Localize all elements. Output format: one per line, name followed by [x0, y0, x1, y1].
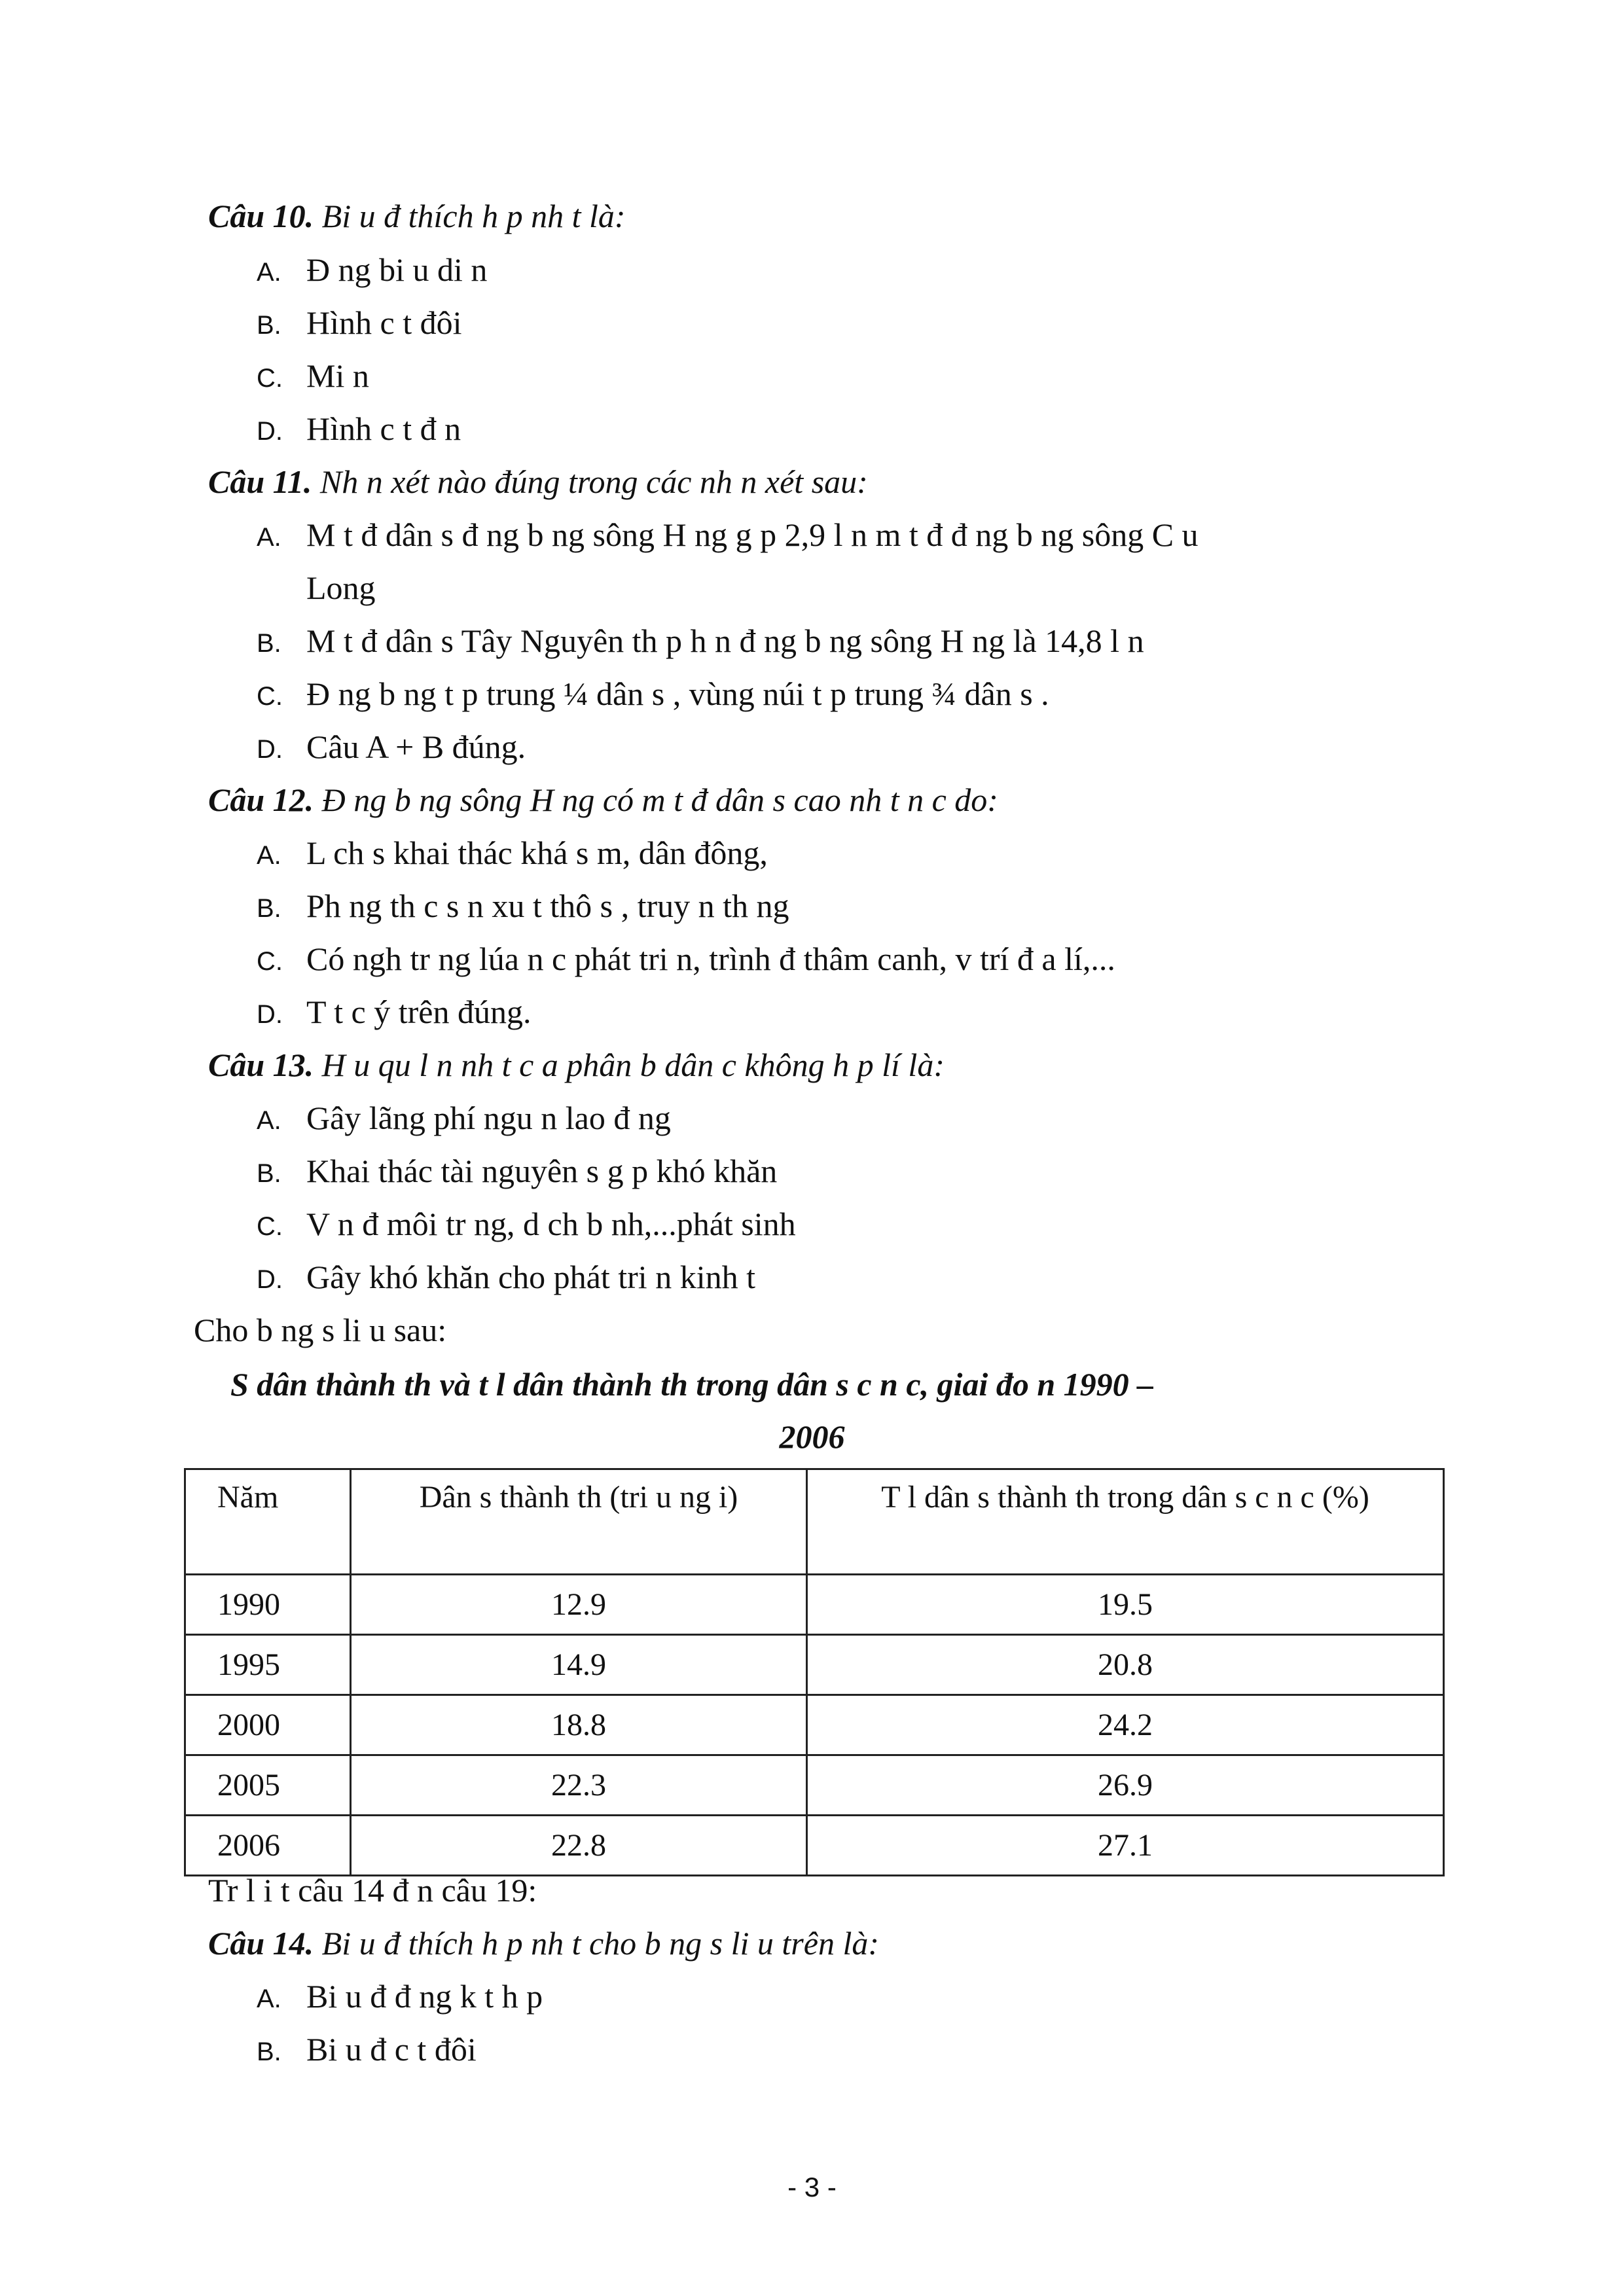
table-row: [185, 1575, 1444, 1635]
question-12: [208, 780, 998, 819]
urban-population-table: [184, 1468, 1445, 1876]
question-number: Câu 13.: [208, 1047, 314, 1083]
cell-year: 2005: [185, 1755, 351, 1816]
option-11-b: B. M t đ dân s Tây Nguyên th p h n đ ng b ng sông H ng là 14,8 l n: [257, 622, 1144, 659]
cell-year: 1990: [185, 1575, 351, 1635]
table-caption-line-2: 2006: [779, 1418, 845, 1455]
cell-urban-population: 22.8: [351, 1816, 807, 1876]
question-13: [208, 1045, 945, 1085]
question-10: [208, 196, 626, 236]
option-12-a: A. L ch s khai thác khá s m, dân đông,: [257, 834, 768, 871]
cell-year: 1995: [185, 1635, 351, 1695]
cell-urban-population: 14.9: [351, 1635, 807, 1695]
header-urban-ratio: T l dân s thành th trong dân s c n c (%): [807, 1469, 1444, 1575]
table-row: [185, 1635, 1444, 1695]
option-14-a: A. Bi u đ đ ng k t h p: [257, 1978, 543, 2015]
question-number: Câu 11.: [208, 463, 312, 500]
option-12-b: B. Ph ng th c s n xu t thô s , truy n th ng: [257, 888, 789, 924]
cell-year: 2000: [185, 1695, 351, 1755]
question-number: Câu 14.: [208, 1925, 314, 1962]
question-text: Bi u đ thích h p nh t là:: [321, 198, 626, 234]
cell-urban-ratio: 19.5: [807, 1575, 1444, 1635]
question-11: [208, 462, 868, 501]
cell-urban-population: 22.3: [351, 1755, 807, 1816]
option-14-b: B. Bi u đ c t đôi: [257, 2031, 477, 2068]
option-13-d: D. Gây khó khăn cho phát tri n kinh t: [257, 1259, 755, 1295]
cell-urban-population: 12.9: [351, 1575, 807, 1635]
cell-year: 2006: [185, 1816, 351, 1876]
option-13-b: B. Khai thác tài nguyên s g p khó khăn: [257, 1153, 778, 1189]
option-13-a: A. Gây lãng phí ngu n lao đ ng: [257, 1100, 671, 1136]
header-year: Năm: [185, 1469, 351, 1575]
question-text: H u qu l n nh t c a phân b dân c không h p lí là:: [321, 1047, 945, 1083]
option-10-c: C. Mi n: [257, 357, 369, 394]
page-number: - 3 -: [787, 2172, 837, 2202]
option-11-c: C. Đ ng b ng t p trung ¼ dân s , vùng núi t p trung ¾ dân s .: [257, 675, 1049, 712]
cell-urban-population: 18.8: [351, 1695, 807, 1755]
header-urban-population: Dân s thành th (tri u ng i): [351, 1469, 807, 1575]
table-row: [185, 1695, 1444, 1755]
option-10-d: D. Hình c t đ n: [257, 410, 461, 447]
question-text: Đ ng b ng sông H ng có m t đ dân s cao nh t n c do:: [321, 781, 998, 818]
table-header-row: [185, 1469, 1444, 1575]
table-intro: Cho b ng s li u sau:: [194, 1312, 447, 1348]
cell-urban-ratio: 27.1: [807, 1816, 1444, 1876]
option-13-c: C. V n đ môi tr ng, d ch b nh,...phát sinh: [257, 1206, 796, 1242]
question-number: Câu 10.: [208, 198, 314, 234]
question-text: Bi u đ thích h p nh t cho b ng s li u trên là:: [321, 1925, 879, 1962]
option-12-d: D. T t c ý trên đúng.: [257, 994, 532, 1030]
question-14: [208, 1924, 879, 1963]
table-row: [185, 1755, 1444, 1816]
option-11-d: D. Câu A + B đúng.: [257, 728, 526, 765]
question-number: Câu 12.: [208, 781, 314, 818]
option-11-a-continuation: Long: [306, 569, 376, 606]
cell-urban-ratio: 20.8: [807, 1635, 1444, 1695]
table-caption-line-1: S dân thành th và t l dân thành th trong dân s c n c, giai đo n 1990 –: [230, 1366, 1154, 1403]
cell-urban-ratio: 26.9: [807, 1755, 1444, 1816]
table-row: [185, 1816, 1444, 1876]
option-11-a: A. M t đ dân s đ ng b ng sông H ng g p 2,9 l n m t đ đ ng b ng sông C u: [257, 516, 1199, 553]
option-10-a: A. Đ ng bi u di n: [257, 251, 488, 288]
question-text: Nh n xét nào đúng trong các nh n xét sau:: [319, 463, 868, 500]
instruction-text: Tr l i t câu 14 đ n câu 19:: [208, 1872, 537, 1909]
option-12-c: C. Có ngh tr ng lúa n c phát tri n, trình đ thâm canh, v trí đ a lí,...: [257, 941, 1115, 977]
cell-urban-ratio: 24.2: [807, 1695, 1444, 1755]
option-10-b: B. Hình c t đôi: [257, 304, 462, 341]
